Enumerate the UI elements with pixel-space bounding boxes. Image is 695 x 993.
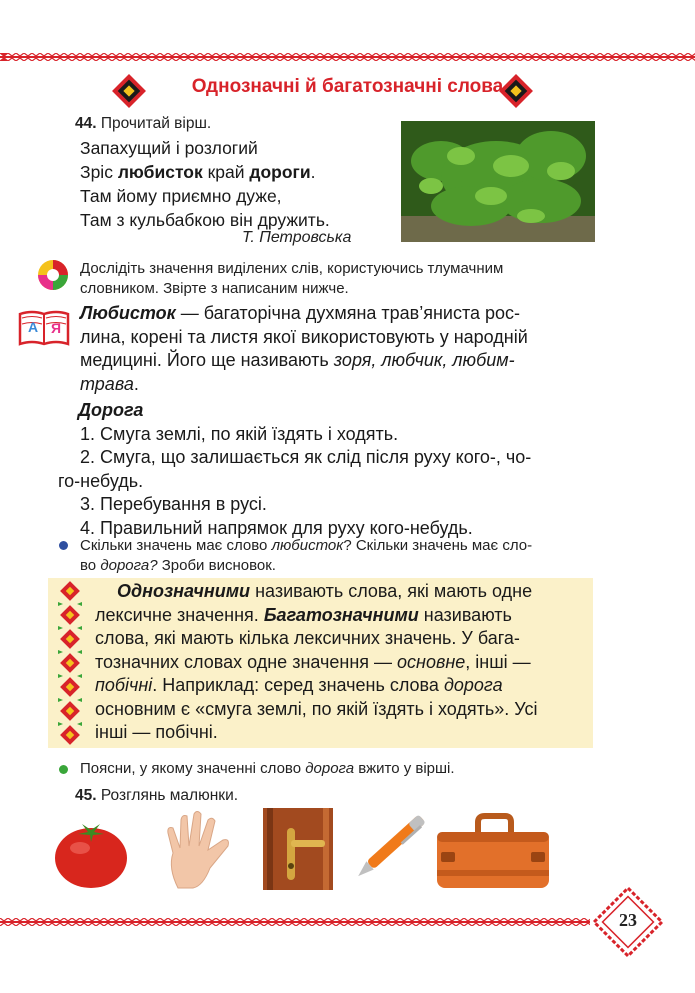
rule-text: Однозначними називають слова, які мають одне лексичне значення. Багатозначними називають слова, які мають кілька лексичних значень. У бага- тозначних словах одне значення — основне, інші — побічні. Наприклад: серед значень слова дорога основним є «смуга землі, по якій їздять і ходять». Усі інші — побічні. [95,581,538,742]
task-research-dictionary: Дослідіть значення виділених слів, користуючись тлумачним словником. Звірте з написаним нижче. [80,260,504,297]
question-meanings: Скільки значень має слово любисток? Скільки значень має сло- во дорога? Зроби висновок. [80,537,533,574]
task-explain-meaning: Поясни, у якому значенні слово дорога вжито у вірші. [80,760,455,777]
suitcase-image [433,812,553,890]
research-wheel-icon [37,259,69,291]
hand-image [148,808,243,890]
definition-doroha: Дорога 1. Смуга землі, по якій їздять і ходять. 2. Смуга, що залишається як слід після руху кого-, чо- го-небудь. 3. Перебування в русі. 4. Правильний напрямок для руху кого-небудь. [58,399,592,540]
pen-image [353,808,425,890]
tomato-image [52,816,130,890]
green-bullet-icon [59,765,68,774]
door-handle-image [263,808,333,890]
lovage-plant-image [401,121,595,242]
rule-ornament-icon [55,580,85,748]
blue-bullet-icon [59,541,68,550]
book-letter-a: А [28,319,39,335]
exercise-44-heading [75,115,211,133]
term-doroha: Дорога [78,400,144,420]
term-lubystok: Любисток [80,303,176,323]
meaning-4: 4. Правильний напрямок для руху кого-небудь. [80,517,473,538]
page-title: Однозначні й багатозначні слова [191,76,504,97]
highlight-doroha: дороги [249,162,311,182]
dictionary-book-icon [18,306,70,348]
top-ornament-border [0,53,695,61]
poem-line-2: Зріс любисток край дороги. [80,162,316,182]
exercise-instruction: Прочитай вірш. [100,115,212,132]
meaning-1: 1. Смуга землі, по якій їздять і ходять. [80,423,399,444]
page-number: 23 [619,910,637,930]
book-letter-ya: Я [51,320,62,336]
meaning-2: 2. Смуга, що залишається як слід після руху кого-, чо- [80,447,532,467]
poem [80,136,380,232]
title-ornament-right-icon [499,74,533,108]
poem-line-3: Там йому приємно дуже, [80,186,282,206]
exercise-number: 45. [75,787,97,804]
poem-line-4: Там з кульбабкою він дружить. [80,210,330,230]
highlight-lubystok: любисток [117,162,203,182]
bottom-ornament-border [0,918,590,926]
exercise-instruction: Розглянь малюнки. [100,787,239,804]
definition-lubystok: Любисток — багаторічна духмяна трав’яниста рос- лина, корені та листя якої використовують у народній медицині. Його ще називають зоря, любчик, любим- трава. [80,303,528,394]
exercise-number: 44. [75,115,97,132]
poem-author: Т. Петровська [242,229,352,246]
exercise-45-heading [75,787,238,805]
meaning-3: 3. Перебування в русі. [80,494,267,514]
poem-line-1: Запахущий і розлогий [80,138,258,158]
